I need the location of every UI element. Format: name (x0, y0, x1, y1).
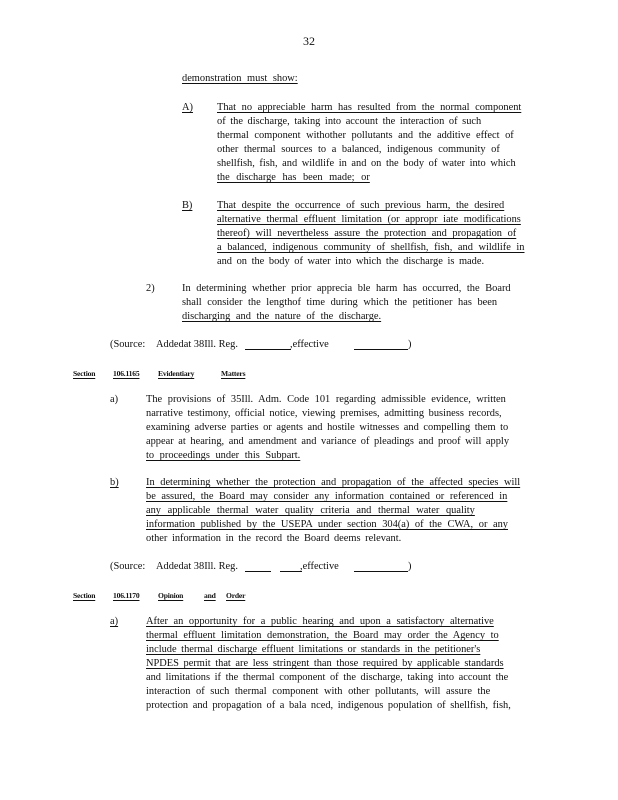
item-a2-line: NPDES permit that are less stringent than those required by applicable standards (146, 658, 504, 669)
source-text: Addedat 38Ill. Reg. (156, 339, 238, 350)
section-title: Order (226, 591, 246, 600)
item-a2-label: a) (110, 616, 119, 627)
source-blank (354, 338, 408, 350)
source-close: ) (408, 339, 412, 350)
item-a-line: thermal component withother pollutants and the additive effect of (217, 130, 514, 141)
page-number: 32 (303, 34, 315, 48)
item-b1-line: In determining whether the protection and propagation of the affected species will (146, 477, 521, 488)
source-text: Addedat 38Ill. Reg. (156, 561, 238, 572)
item-a-line: That no appreciable harm has resulted from the normal component (217, 102, 522, 113)
item-b-line: That despite the occurrence of such previous harm, the desired (217, 200, 505, 211)
item-a2-line: and limitations if the thermal component of the discharge, taking into account the (146, 672, 509, 683)
section-number: 106.1170 (113, 591, 140, 600)
item-a2-line: protection and propagation of a bala nced, indigenous population of shellfish, fish, (146, 700, 511, 711)
item-a1-line: examining adverse parties or agents and hostile witnesses and compelling them to (146, 422, 509, 433)
section-title: Opinion (158, 591, 184, 600)
item-a2-paragraph (146, 615, 540, 713)
section-label: Section (73, 591, 96, 600)
item-a-line: other thermal sources to a balanced, indigenous community of (217, 144, 500, 155)
item-a2-line: include thermal discharge effluent limitations or standards in the petitioner's (146, 644, 481, 655)
source-blank (245, 560, 271, 572)
item-b1-label: b) (110, 477, 119, 488)
item-2-line: shall consider the lengthof time during which the petitioner has been (182, 297, 498, 308)
item-b-line: and on the body of water into which the discharge is made. (217, 256, 485, 267)
source-blank (280, 560, 302, 572)
item-a-label: A) (182, 102, 193, 113)
section-label: Section (73, 369, 96, 378)
item-a1-label: a) (110, 394, 119, 405)
intro-text: demonstration must show: (182, 73, 298, 84)
item-a2-line: After an opportunity for a public hearing and upon a satisfactory alternative (146, 616, 494, 627)
item-2-line: discharging and the nature of the discharge. (182, 311, 382, 322)
item-b1-paragraph (146, 476, 540, 546)
item-a-line: shellfish, fish, and wildlife in and on the body of water into which (217, 158, 516, 169)
source-close: ) (408, 561, 412, 572)
item-b1-line: be assured, the Board may consider any information contained or referenced in (146, 491, 508, 502)
item-a2-line: thermal effluent limitation demonstration, the Board may order the Agency to (146, 630, 499, 641)
source-effective: ,effective (300, 561, 339, 572)
item-b-line: alternative thermal effluent limitation (or appropr iate modifications (217, 214, 521, 225)
item-a1-line: appear at hearing, and amendment and variance of pleadings and proof will apply (146, 436, 510, 447)
source-blank (245, 338, 291, 350)
item-b1-line: any applicable thermal water quality criteria and thermal water quality (146, 505, 475, 516)
item-2-line: In determining whether prior apprecia ble harm has occurred, the Board (182, 283, 511, 294)
item-a1-line: to proceedings under this Subpart. (146, 450, 301, 461)
source-blank (354, 560, 408, 572)
item-b-paragraph (217, 199, 543, 269)
section-title: Evidentiary (158, 369, 195, 378)
item-a1-paragraph (146, 393, 538, 463)
section-title: and (204, 591, 216, 600)
item-a2-line: interaction of such thermal component with other pollutants, will assure the (146, 686, 491, 697)
source-label: (Source: (110, 561, 146, 572)
item-2-paragraph (182, 282, 522, 324)
source-label: (Source: (110, 339, 146, 350)
item-b-line: a balanced, indigenous community of shellfish, fish, and wildlife in (217, 242, 525, 253)
section-number: 106.1165 (113, 369, 140, 378)
item-a-paragraph (217, 101, 535, 185)
item-2-label: 2) (146, 283, 155, 294)
item-b1-line: information published by the USEPA under section 304(a) of the CWA, or any (146, 519, 509, 530)
item-a1-line: narrative testimony, official notice, viewing premises, admitting business records, (146, 408, 502, 419)
item-a1-line: The provisions of 35Ill. Adm. Code 101 regarding admissible evidence, written (146, 394, 506, 405)
item-a-line: of the discharge, taking into account the interaction of such (217, 116, 482, 127)
section-title: Matters (221, 369, 246, 378)
source-effective: ,effective (290, 339, 329, 350)
item-b1-line: other information in the record the Board deems relevant. (146, 533, 402, 544)
item-b-label: B) (182, 200, 193, 211)
item-a-line: the discharge has been made; or (217, 172, 370, 183)
item-b-line: thereof) will nevertheless assure the protection and propagation of (217, 228, 517, 239)
